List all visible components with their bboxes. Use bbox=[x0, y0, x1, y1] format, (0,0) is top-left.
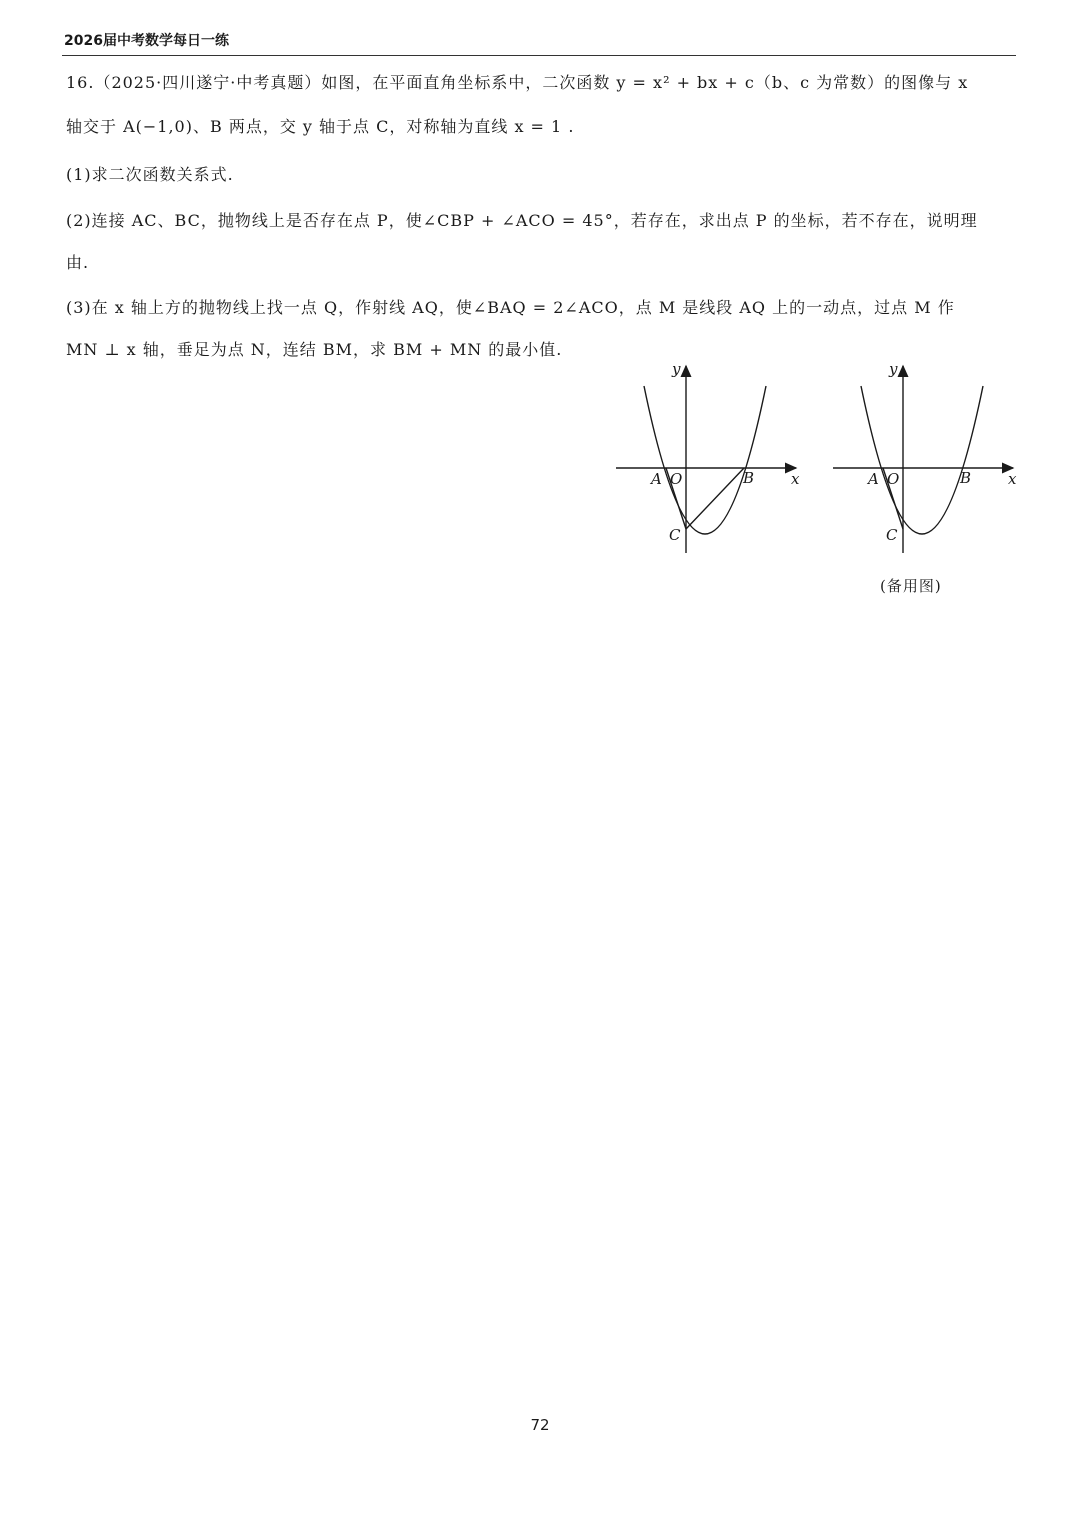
part-3-line-1: (3)在 x 轴上方的抛物线上找一点 Q，作射线 AQ，使∠BAQ = 2∠ACO，点 M 是线段 AQ 上的一动点，过点 M 作 bbox=[66, 298, 955, 317]
problem-line-1: 16.（2025·四川遂宁·中考真题）如图，在平面直角坐标系中，二次函数 y = x² + bx + c（b、c 为常数）的图像与 x bbox=[66, 73, 969, 92]
header-divider bbox=[62, 55, 1016, 56]
figure-backup bbox=[827, 358, 1032, 558]
label-b: B bbox=[743, 469, 755, 487]
label-c: C bbox=[886, 526, 898, 544]
label-y: y bbox=[672, 360, 681, 378]
problem-line-2: 轴交于 A(−1,0)、B 两点，交 y 轴于点 C，对称轴为直线 x = 1 . bbox=[66, 117, 575, 136]
label-a: A bbox=[651, 470, 662, 488]
label-a: A bbox=[868, 470, 879, 488]
label-o: O bbox=[887, 470, 900, 488]
label-y: y bbox=[889, 360, 898, 378]
label-o: O bbox=[670, 470, 683, 488]
parabola-curve bbox=[644, 386, 766, 534]
parabola-curve bbox=[861, 386, 983, 534]
part-2-line-2: 由. bbox=[66, 253, 90, 272]
figure-caption: (备用图) bbox=[880, 577, 942, 595]
part-1: (1)求二次函数关系式. bbox=[66, 165, 234, 184]
label-b: B bbox=[960, 469, 972, 487]
label-c: C bbox=[669, 526, 681, 544]
page-number: 72 bbox=[530, 1416, 550, 1434]
part-3-line-2: MN ⊥ x 轴，垂足为点 N，连结 BM，求 BM + MN 的最小值. bbox=[66, 340, 563, 359]
part-2-line-1: (2)连接 AC、BC，抛物线上是否存在点 P，使∠CBP + ∠ACO = 45°，若存在，求出点 P 的坐标，若不存在，说明理 bbox=[66, 211, 978, 230]
label-x: x bbox=[791, 470, 800, 488]
page-header: 2026届中考数学每日一练 bbox=[64, 33, 229, 49]
figure-main bbox=[610, 358, 815, 558]
label-x: x bbox=[1008, 470, 1017, 488]
